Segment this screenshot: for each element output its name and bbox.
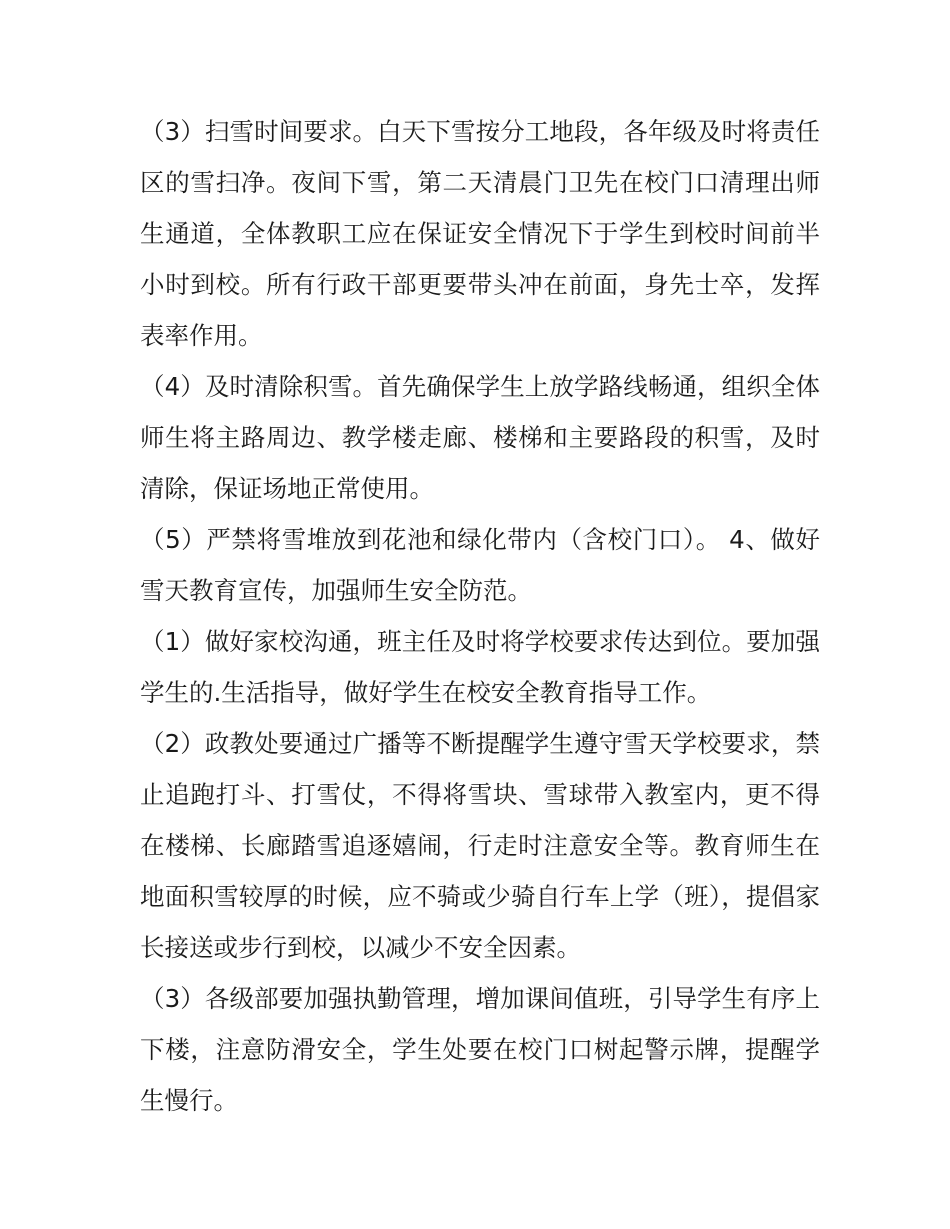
paragraph-duty-management: （3）各级部要加强执勤管理，增加课间值班，引导学生有序上下楼，注意防滑安全，学生处要在校门口树起警示牌，提醒学生慢行。 [140,984,820,1115]
paragraph-broadcast-reminders: （2）政教处要通过广播等不断提醒学生遵守雪天学校要求，禁止追跑打斗、打雪仗，不得将雪块、雪球带入教室内，更不得在楼梯、长廊踏雪追逐嬉闹，行走时注意安全等。教育师生在地面积雪较厚的时候，应不骑或少骑自行车上学（班），提倡家长接送或步行到校，以减少不安全因素。 [140,729,820,962]
paragraph-home-school-communication: （1）做好家校沟通，班主任及时将学校要求传达到位。要加强学生的.生活指导，做好学生在校安全教育指导工作。 [140,627,820,707]
paragraph-snow-pile-ban: （5）严禁将雪堆放到花池和绿化带内（含校门口）。 4、做好雪天教育宣传，加强师生安全防范。 [140,525,820,605]
paragraph-clear-snow: （4）及时清除积雪。首先确保学生上放学路线畅通，组织全体师生将主路周边、教学楼走廊、楼梯和主要路段的积雪，及时清除，保证场地正常使用。 [140,372,820,503]
document-body [140,106,820,1126]
paragraph-snow-sweeping-time: （3）扫雪时间要求。白天下雪按分工地段，各年级及时将责任区的雪扫净。夜间下雪，第二天清晨门卫先在校门口清理出师生通道，全体教职工应在保证安全情况下于学生到校时间前半小时到校。所有行政干部更要带头冲在前面，身先士卒，发挥表率作用。 [140,117,820,350]
